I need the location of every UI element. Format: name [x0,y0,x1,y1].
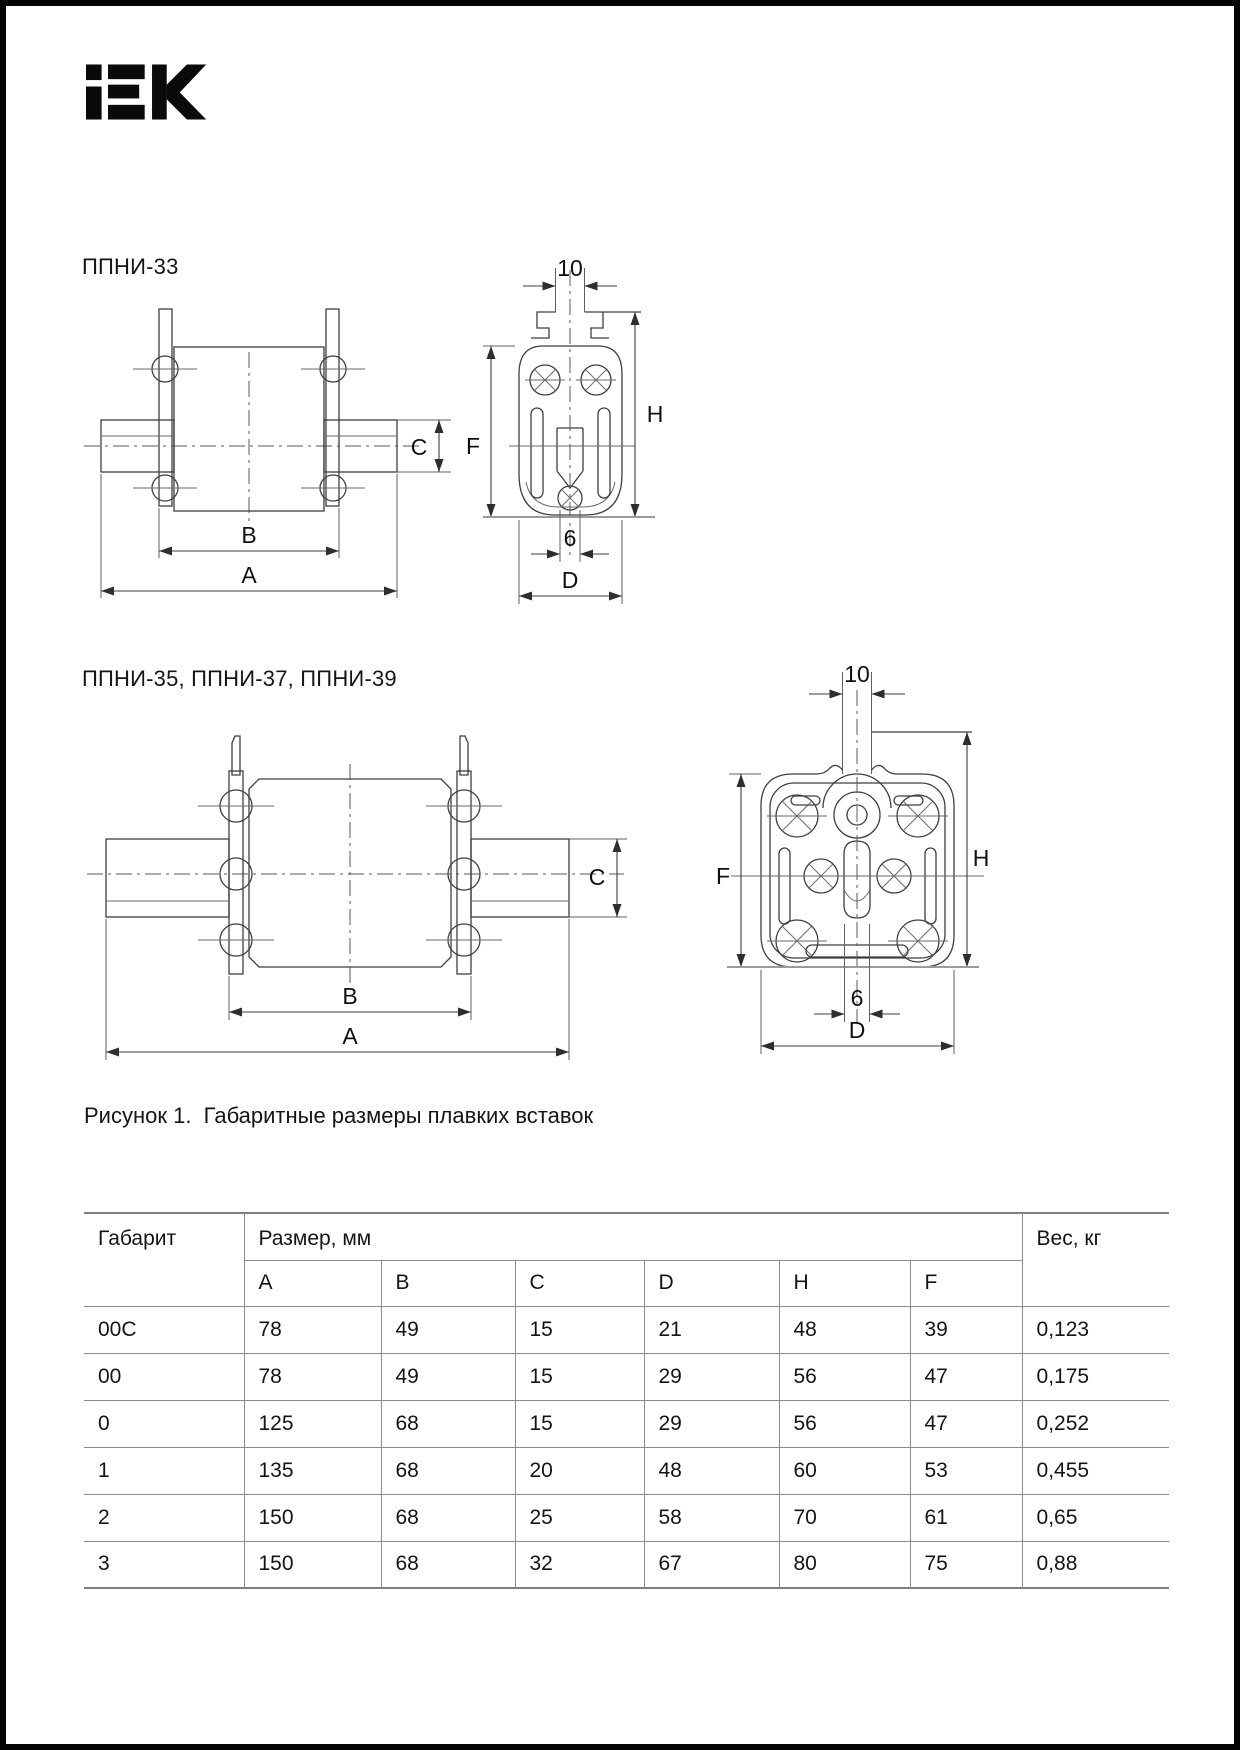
cell-h: 60 [779,1447,910,1494]
cell-gabarit: 2 [84,1494,244,1541]
cell-ves: 0,88 [1022,1541,1169,1588]
dim-label-b: B [241,522,257,548]
cell-f: 39 [910,1306,1022,1353]
cell-b: 68 [381,1541,515,1588]
dim-label-6: 6 [563,525,577,551]
heading-ppni-35-39: ППНИ-35, ППНИ-37, ППНИ-39 [82,666,397,691]
cell-c: 15 [515,1400,644,1447]
dim-label-d: D [561,567,579,593]
cell-h: 56 [779,1400,910,1447]
cell-gabarit: 3 [84,1541,244,1588]
cell-f: 75 [910,1541,1022,1588]
ppni-35-39-front-view [87,736,627,1060]
cell-a: 135 [244,1447,381,1494]
cell-f: 61 [910,1494,1022,1541]
dimensions-table [84,1212,1169,1589]
col-header-razmer: Размер, мм [244,1213,1022,1260]
cell-d: 29 [644,1400,779,1447]
cell-h: 80 [779,1541,910,1588]
cell-gabarit: 00 [84,1353,244,1400]
iek-logo-icon [86,61,208,123]
cell-d: 29 [644,1353,779,1400]
table-row [84,1541,1169,1588]
dim-label-6-2: 6 [850,985,864,1011]
cell-b: 49 [381,1306,515,1353]
dim-label-c: C [410,434,428,460]
table-row [84,1400,1169,1447]
iek-logo [86,61,208,123]
dim-label-f2: F [715,863,731,889]
cell-c: 25 [515,1494,644,1541]
cell-ves: 0,175 [1022,1353,1169,1400]
dim-label-a2: A [342,1023,358,1049]
table-row [84,1306,1169,1353]
table-row [84,1494,1169,1541]
sub-header-h: H [779,1260,910,1306]
heading-ppni-33: ППНИ-33 [82,254,179,279]
sub-header-b: B [381,1260,515,1306]
cell-gabarit: 0 [84,1400,244,1447]
cell-c: 20 [515,1447,644,1494]
dimensions-table-wrap [84,1212,1169,1589]
cell-d: 58 [644,1494,779,1541]
cell-b: 68 [381,1494,515,1541]
ppni-35-39-side-view [716,661,989,1054]
cell-b: 68 [381,1447,515,1494]
cell-c: 15 [515,1306,644,1353]
ppni-33-drawing [79,224,689,624]
cell-d: 48 [644,1447,779,1494]
col-header-gabarit: Габарит [84,1213,244,1306]
cell-b: 68 [381,1400,515,1447]
cell-a: 78 [244,1306,381,1353]
dim-label-b2: B [342,983,358,1009]
cell-d: 21 [644,1306,779,1353]
cell-a: 150 [244,1541,381,1588]
sub-header-c: C [515,1260,644,1306]
dim-label-a: A [241,562,257,588]
table-row [84,1353,1169,1400]
figure-caption: Рисунок 1. Габаритные размеры плавких вставок [84,1103,594,1128]
cell-gabarit: 00C [84,1306,244,1353]
col-header-ves: Вес, кг [1022,1213,1169,1306]
cell-f: 53 [910,1447,1022,1494]
cell-h: 56 [779,1353,910,1400]
cell-c: 32 [515,1541,644,1588]
cell-a: 150 [244,1494,381,1541]
cell-h: 70 [779,1494,910,1541]
sub-header-d: D [644,1260,779,1306]
cell-ves: 0,65 [1022,1494,1169,1541]
ppni-35-39-drawing [79,624,994,1076]
cell-f: 47 [910,1400,1022,1447]
dim-label-h: H [646,401,664,427]
cell-h: 48 [779,1306,910,1353]
dim-label-f: F [465,433,481,459]
dim-label-d2: D [848,1017,866,1043]
dim-label-c2: C [588,864,606,890]
cell-ves: 0,123 [1022,1306,1169,1353]
dim-label-h2: H [972,845,990,871]
ppni-33-side-view [466,255,663,604]
cell-d: 67 [644,1541,779,1588]
cell-a: 78 [244,1353,381,1400]
sub-header-f: F [910,1260,1022,1306]
cell-a: 125 [244,1400,381,1447]
dim-label-10: 10 [557,255,583,281]
ppni-33-front-view [84,309,451,598]
sub-header-a: A [244,1260,381,1306]
cell-gabarit: 1 [84,1447,244,1494]
cell-b: 49 [381,1353,515,1400]
cell-ves: 0,252 [1022,1400,1169,1447]
cell-c: 15 [515,1353,644,1400]
table-row [84,1447,1169,1494]
cell-f: 47 [910,1353,1022,1400]
dim-label-10-2: 10 [844,661,870,687]
cell-ves: 0,455 [1022,1447,1169,1494]
